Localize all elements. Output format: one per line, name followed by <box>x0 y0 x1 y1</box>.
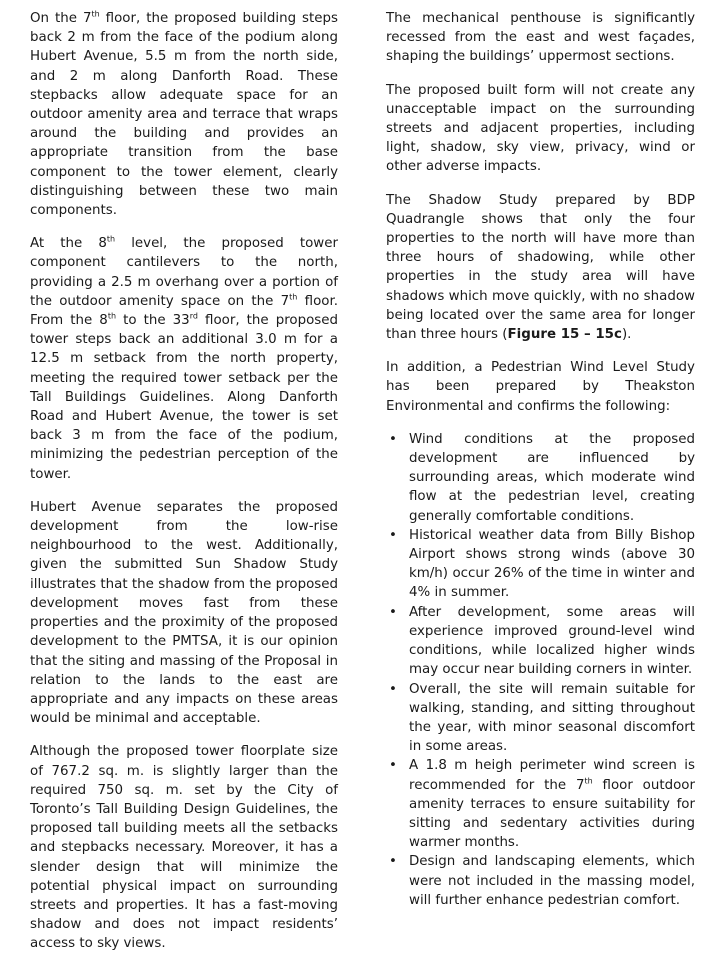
paragraph-tower-floorplate: Although the proposed tower floorplate size of 767.2 sq. m. is slightly larger than the required 750 sq. m. set by the City of Toronto’s Tall Building Design Guidelines, the proposed tall building meets all the setbacks and stepbacks necessary. Moreover, it has a slender design that will minimize the potential physical impact on surrounding streets and properties. It has a fast-moving shadow and does not impact residents’ access to sky views. <box>30 744 338 952</box>
bullet-icon: • <box>389 604 397 620</box>
list-item: • A 1.8 m heigh perimeter wind screen is recommended for the 7th floor outdoor amenity terraces to ensure suitability for sitting and sedentary activities during warmer months. <box>389 758 695 851</box>
bullet-icon: • <box>389 854 397 870</box>
right-column <box>386 9 695 910</box>
list-item: • Historical weather data from Billy Bishop Airport shows strong winds (above 30 km/h) occur 26% of the time in winter and 4% in summer. <box>389 527 695 601</box>
bullet-icon: • <box>389 758 397 774</box>
list-item: • Wind conditions at the proposed development are influenced by surrounding areas, which moderate wind flow at the pedestrian level, creating generally comfortable conditions. <box>389 431 695 524</box>
list-item: • Design and landscaping elements, which were not included in the massing model, will further enhance pedestrian comfort. <box>389 854 695 908</box>
bullet-icon: • <box>389 527 397 543</box>
paragraph-hubert-avenue: Hubert Avenue separates the proposed development from the low-rise neighbourhood to the west. Additionally, given the submitted Sun Shadow Study illustrates that the shadow from the proposed development moves fast from these properties and the proximity of the proposed development to the PMTSA, it is our opinion that the siting and massing of the Proposal in relation to the lands to the east are appropriate and any impacts on these areas would be minimal and acceptable. <box>30 499 338 727</box>
figure-reference: Figure 15 – 15c <box>507 327 622 343</box>
paragraph-seventh-floor-stepback: On the 7th floor, the proposed building steps back 2 m from the face of the podium along Hubert Avenue, 5.5 m from the north side, and 2 m along Danforth Road. These stepbacks allow adequate space for an outdoor amenity area and terrace that wraps around the building and provides an appropriate transition from the base component to the tower element, clearly distinguishing between these two main components. <box>30 9 338 219</box>
bullet-icon: • <box>389 431 397 447</box>
paragraph-eighth-level-cantilever: At the 8th level, the proposed tower component cantilevers to the north, providing a 2.5 m overhang over a portion of the outdoor amenity space on the 7th floor. From the 8th to the 33rd floor, the proposed tower steps back an additional 3.0 m for a 12.5 m setback from the north property, meeting the required tower setback per the Tall Buildings Guidelines. Along Danforth Road and Hubert Avenue, the tower is set back 3 m from the face of the podium, minimizing the pedestrian perception of the tower. <box>30 234 339 482</box>
paragraph-wind-study-intro: In addition, a Pedestrian Wind Level Study has been prepared by Theakston Environmental and confirms the following: <box>386 360 695 414</box>
list-item: • After development, some areas will experience improved ground-level wind conditions, while localized higher winds may occur near building corners in winter. <box>389 604 695 678</box>
left-column <box>30 9 338 968</box>
paragraph-built-form-impact: The proposed built form will not create any unacceptable impact on the surrounding streets and adjacent properties, including light, shadow, sky view, privacy, wind or other adverse impacts. <box>386 82 695 175</box>
wind-findings-list <box>386 430 695 910</box>
bullet-icon: • <box>389 681 397 697</box>
paragraph-shadow-study: The Shadow Study prepared by BDP Quadrangle shows that only the four properties to the north will have more than three hours of shadowing, while other properties in the study area will have shadows which move quickly, with no shadow being located over the same area for longer than three hours (Figure 15 – 15c). <box>386 192 695 343</box>
list-item: • Overall, the site will remain suitable for walking, standing, and sitting throughout the year, with minor seasonal discomfort in some areas. <box>389 681 695 755</box>
paragraph-mechanical-penthouse: The mechanical penthouse is significantly recessed from the east and west façades, shaping the buildings’ uppermost sections. <box>386 11 695 65</box>
